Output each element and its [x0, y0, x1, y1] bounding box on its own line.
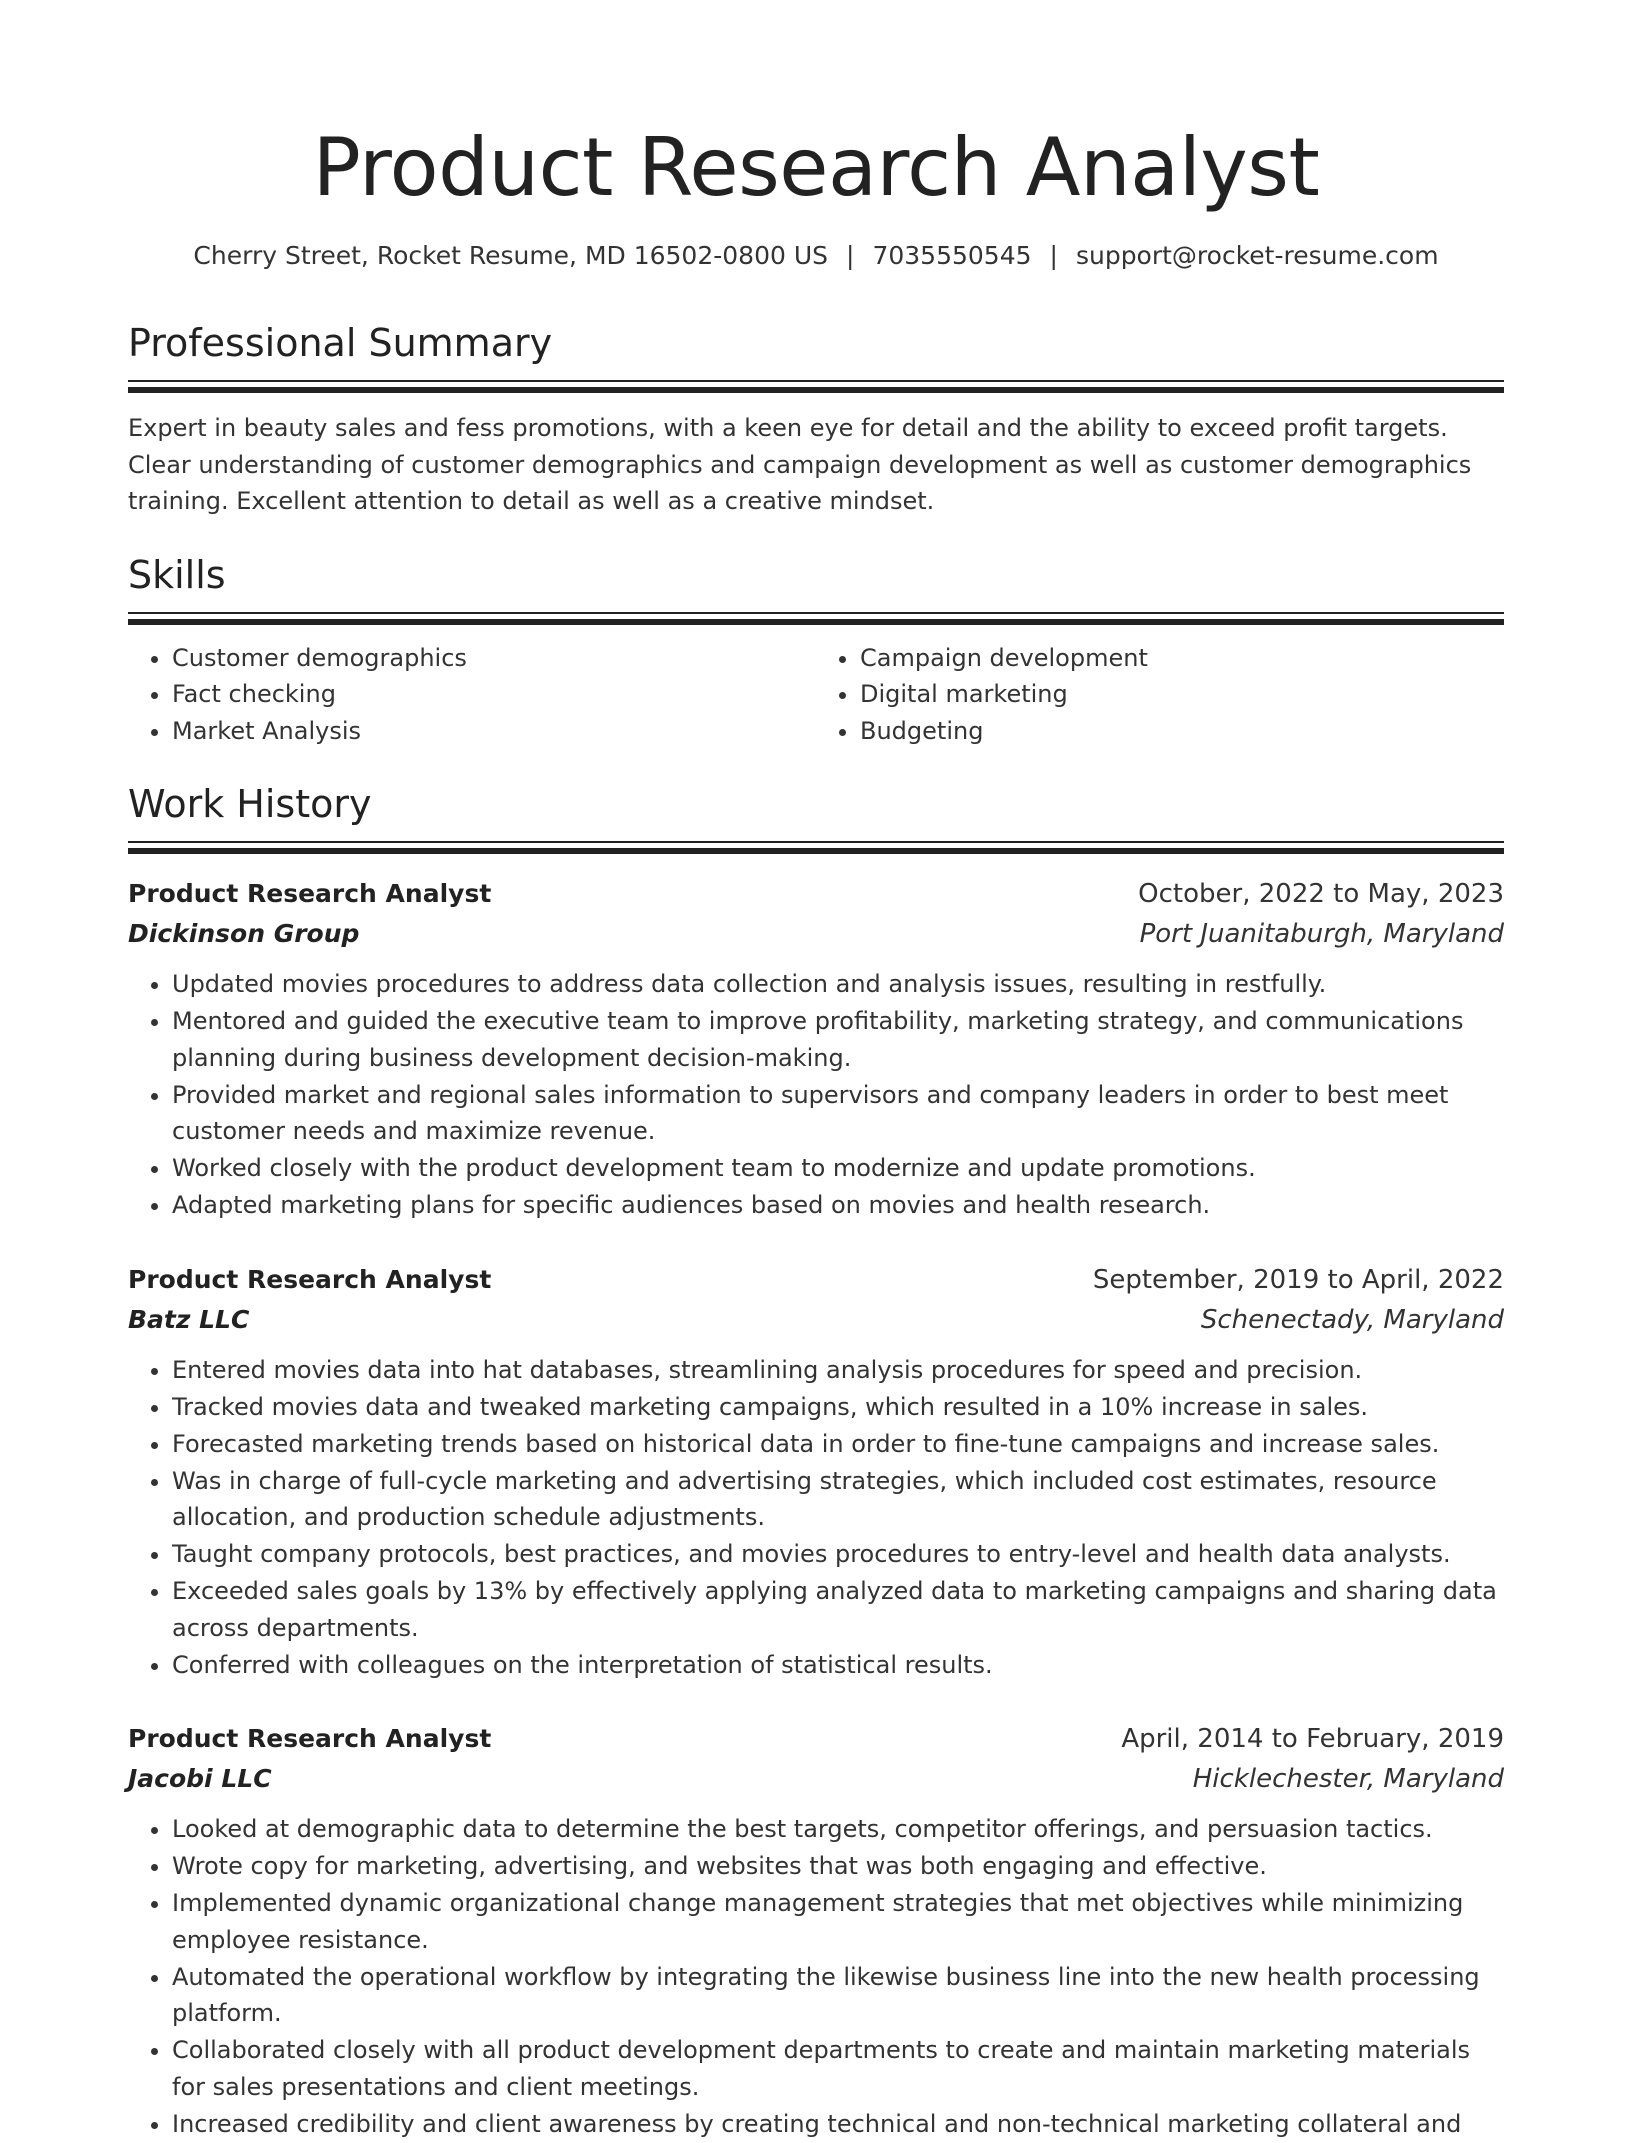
skills-list — [128, 640, 1504, 750]
job-location: Schenectady, Maryland — [1200, 1304, 1504, 1335]
job-bullet: • Looked at demographic data to determine the best targets, competitor offerings, and persuasion tactics. — [172, 1811, 1504, 1848]
job-bullet: • Entered movies data into hat databases, streamlining analysis procedures for speed and precision. — [172, 1352, 1504, 1389]
skill-item: • Budgeting — [860, 713, 1504, 750]
skill-item: • Customer demographics — [172, 640, 816, 677]
job-bullet: • Wrote copy for marketing, advertising, and websites that was both engaging and effective. — [172, 1848, 1504, 1885]
contact-email: support@rocket-resume.com — [1075, 241, 1439, 270]
section-divider — [128, 841, 1504, 854]
skill-item: • Digital marketing — [860, 676, 1504, 713]
job-entry — [128, 1719, 1504, 2142]
job-bullet: • Taught company protocols, best practices, and movies procedures to entry-level and health data analysts. — [172, 1536, 1504, 1573]
job-location: Hicklechester, Maryland — [1192, 1764, 1504, 1794]
job-bullet: • Collaborated closely with all product development departments to create and maintain marketing materials for sales presentations and client meetings. — [172, 2032, 1504, 2105]
section-divider — [128, 380, 1504, 393]
job-header-row — [128, 1260, 1504, 1300]
job-company-row — [128, 914, 1504, 954]
job-list — [128, 874, 1504, 2142]
contact-separator: | — [846, 241, 855, 270]
job-company: Batz LLC — [128, 1304, 250, 1334]
contact-separator: | — [1049, 241, 1058, 270]
skills-column-right — [816, 640, 1504, 750]
summary-section — [128, 318, 1504, 520]
job-header-row — [128, 1719, 1504, 1759]
job-title: Product Research Analyst — [128, 1724, 492, 1753]
job-title: Product Research Analyst — [128, 879, 492, 908]
job-bullet: • Increased credibility and client awareness by creating technical and non-technical marketing collateral and — [172, 2106, 1504, 2143]
skills-heading: Skills — [128, 552, 226, 597]
job-bullet: • Updated movies procedures to address data collection and analysis issues, resulting in restfully. — [172, 966, 1504, 1003]
job-location: Port Juanitaburgh, Maryland — [1139, 919, 1504, 949]
job-company-row — [128, 1759, 1504, 1799]
job-dates: October, 2022 to May, 2023 — [1138, 879, 1504, 909]
resume-title: Product Research Analyst — [312, 121, 1320, 214]
job-entry — [128, 1260, 1504, 1684]
job-bullet: • Forecasted marketing trends based on historical data in order to fine-tune campaigns and increase sales. — [172, 1426, 1504, 1463]
contact-line — [0, 238, 1632, 274]
skill-item: • Market Analysis — [172, 713, 816, 750]
job-bullet: • Exceeded sales goals by 13% by effectively applying analyzed data to marketing campaigns and sharing data across departments. — [172, 1573, 1504, 1646]
skills-section — [128, 550, 1504, 750]
job-bullet: • Tracked movies data and tweaked marketing campaigns, which resulted in a 10% increase in sales. — [172, 1389, 1504, 1426]
job-bullet: • Worked closely with the product development team to modernize and update promotions. — [172, 1150, 1504, 1187]
job-bullet: • Mentored and guided the executive team to improve profitability, marketing strategy, and communications planning during business development decision-making. — [172, 1003, 1504, 1076]
job-bullet: • Was in charge of full-cycle marketing and advertising strategies, which included cost estimates, resource allocation, and production schedule adjustments. — [172, 1463, 1504, 1536]
job-bullets — [128, 1811, 1504, 2142]
section-divider — [128, 612, 1504, 625]
job-company: Dickinson Group — [128, 919, 360, 948]
work-history-section — [128, 779, 1504, 2142]
contact-phone: 7035550545 — [872, 241, 1032, 270]
job-dates: September, 2019 to April, 2022 — [1092, 1264, 1504, 1295]
job-dates: April, 2014 to February, 2019 — [1121, 1724, 1504, 1754]
job-company-row — [128, 1300, 1504, 1340]
job-bullet: • Adapted marketing plans for specific audiences based on movies and health research. — [172, 1187, 1504, 1224]
skill-item: • Campaign development — [860, 640, 1504, 677]
work-history-heading: Work History — [128, 782, 372, 826]
job-company: Jacobi LLC — [128, 1764, 272, 1793]
job-bullets — [128, 1352, 1504, 1684]
skills-column-left — [128, 640, 816, 750]
job-bullet: • Provided market and regional sales information to supervisors and company leaders in order to best meet customer needs and maximize revenue. — [172, 1077, 1504, 1150]
skill-item: • Fact checking — [172, 676, 816, 713]
job-header-row — [128, 874, 1504, 914]
job-entry — [128, 874, 1504, 1224]
job-title: Product Research Analyst — [128, 1264, 492, 1294]
job-bullet: • Implemented dynamic organizational change management strategies that met objectives while minimizing employee resistance. — [172, 1885, 1504, 1958]
resume-content — [128, 318, 1504, 2143]
summary-heading: Professional Summary — [128, 321, 553, 365]
job-bullet: • Conferred with colleagues on the interpretation of statistical results. — [172, 1647, 1504, 1684]
contact-address: Cherry Street, Rocket Resume, MD 16502-0800 US — [193, 241, 829, 270]
job-bullet: • Automated the operational workflow by integrating the likewise business line into the new health processing platform. — [172, 1959, 1504, 2032]
summary-text: Expert in beauty sales and fess promotions, with a keen eye for detail and the ability to exceed profit targets. Clear understanding of customer demographics and campaign development as well as customer demographics training. Excellent attention to detail as well as a creative mindset. — [128, 414, 1472, 515]
job-bullets — [128, 966, 1504, 1224]
